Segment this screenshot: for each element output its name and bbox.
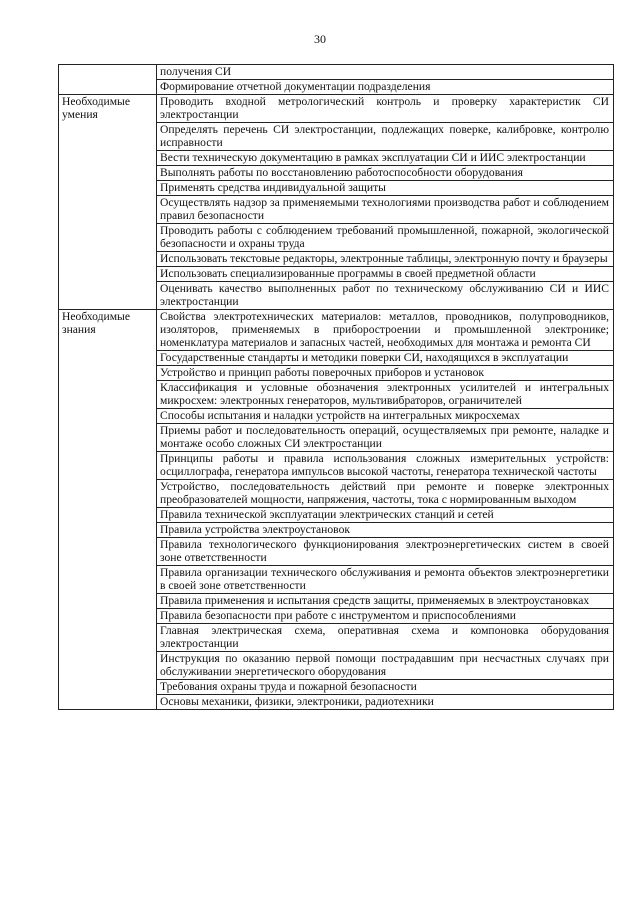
skills-item: Выполнять работы по восстановлению работоспособности оборудования	[157, 166, 614, 181]
knowledge-item: Свойства электротехнических материалов: металлов, проводников, полупроводников, изоляторов, применяемых в приборостроении и промышленной электронике; номенклатура материалов и запасных частей, необходимых для монтажа и ремонта СИ	[157, 310, 614, 351]
competency-table	[58, 64, 614, 710]
knowledge-item: Устройство, последовательность действий при ремонте и поверке электронных преобразователей мощности, напряжения, частоты, тока с нормированным выходом	[157, 480, 614, 508]
table-row	[59, 65, 614, 80]
page-number: 30	[314, 32, 326, 46]
skills-item: Использовать специализированные программы в своей предметной области	[157, 267, 614, 282]
intro-item: Формирование отчетной документации подразделения	[157, 80, 614, 95]
table-body	[59, 65, 614, 710]
knowledge-item: Требования охраны труда и пожарной безопасности	[157, 680, 614, 695]
skills-item: Проводить работы с соблюдением требований промышленной, пожарной, экологической безопасности и охраны труда	[157, 224, 614, 252]
empty-label-cell	[59, 65, 157, 95]
knowledge-label: Необходимые знания	[59, 310, 157, 710]
knowledge-item: Правила безопасности при работе с инструментом и приспособлениями	[157, 609, 614, 624]
skills-item: Применять средства индивидуальной защиты	[157, 181, 614, 196]
skills-item: Определять перечень СИ электростанции, подлежащих поверке, калибровке, контролю исправности	[157, 123, 614, 151]
table-row	[59, 95, 614, 123]
knowledge-item: Государственные стандарты и методики поверки СИ, находящихся в эксплуатации	[157, 351, 614, 366]
knowledge-item: Правила применения и испытания средств защиты, применяемых в электроустановках	[157, 594, 614, 609]
skills-item: Оценивать качество выполненных работ по техническому обслуживанию СИ и ИИС электростанции	[157, 282, 614, 310]
knowledge-item: Способы испытания и наладки устройств на интегральных микросхемах	[157, 409, 614, 424]
knowledge-item: Инструкция по оказанию первой помощи пострадавшим при несчастных случаях при обслуживании энергетического оборудования	[157, 652, 614, 680]
knowledge-item: Основы механики, физики, электроники, радиотехники	[157, 695, 614, 710]
skills-item: Осуществлять надзор за применяемыми технологиями производства работ и соблюдением правил безопасности	[157, 196, 614, 224]
skills-item: Вести техническую документацию в рамках эксплуатации СИ и ИИС электростанции	[157, 151, 614, 166]
knowledge-item: Правила устройства электроустановок	[157, 523, 614, 538]
table-row	[59, 310, 614, 351]
knowledge-item: Правила организации технического обслуживания и ремонта объектов электроэнергетики в своей зоне ответственности	[157, 566, 614, 594]
knowledge-item: Правила технологического функционирования электроэнергетических систем в своей зоне ответственности	[157, 538, 614, 566]
skills-item: Использовать текстовые редакторы, электронные таблицы, электронную почту и браузеры	[157, 252, 614, 267]
skills-item: Проводить входной метрологический контроль и проверку характеристик СИ электростанции	[157, 95, 614, 123]
knowledge-item: Приемы работ и последовательность операций, осуществляемых при ремонте, наладке и монтаже особо сложных СИ электростанции	[157, 424, 614, 452]
knowledge-item: Устройство и принцип работы поверочных приборов и установок	[157, 366, 614, 381]
knowledge-item: Главная электрическая схема, оперативная схема и компоновка оборудования электростанции	[157, 624, 614, 652]
knowledge-item: Классификация и условные обозначения электронных усилителей и интегральных микросхем: электронных генераторов, мультивибраторов, ограничителей	[157, 381, 614, 409]
knowledge-item: Принципы работы и правила использования сложных измерительных устройств: осциллографа, генератора импульсов высокой частоты, генератора технической частоты	[157, 452, 614, 480]
skills-label: Необходимые умения	[59, 95, 157, 310]
knowledge-item: Правила технической эксплуатации электрических станций и сетей	[157, 508, 614, 523]
intro-item: получения СИ	[157, 65, 614, 80]
